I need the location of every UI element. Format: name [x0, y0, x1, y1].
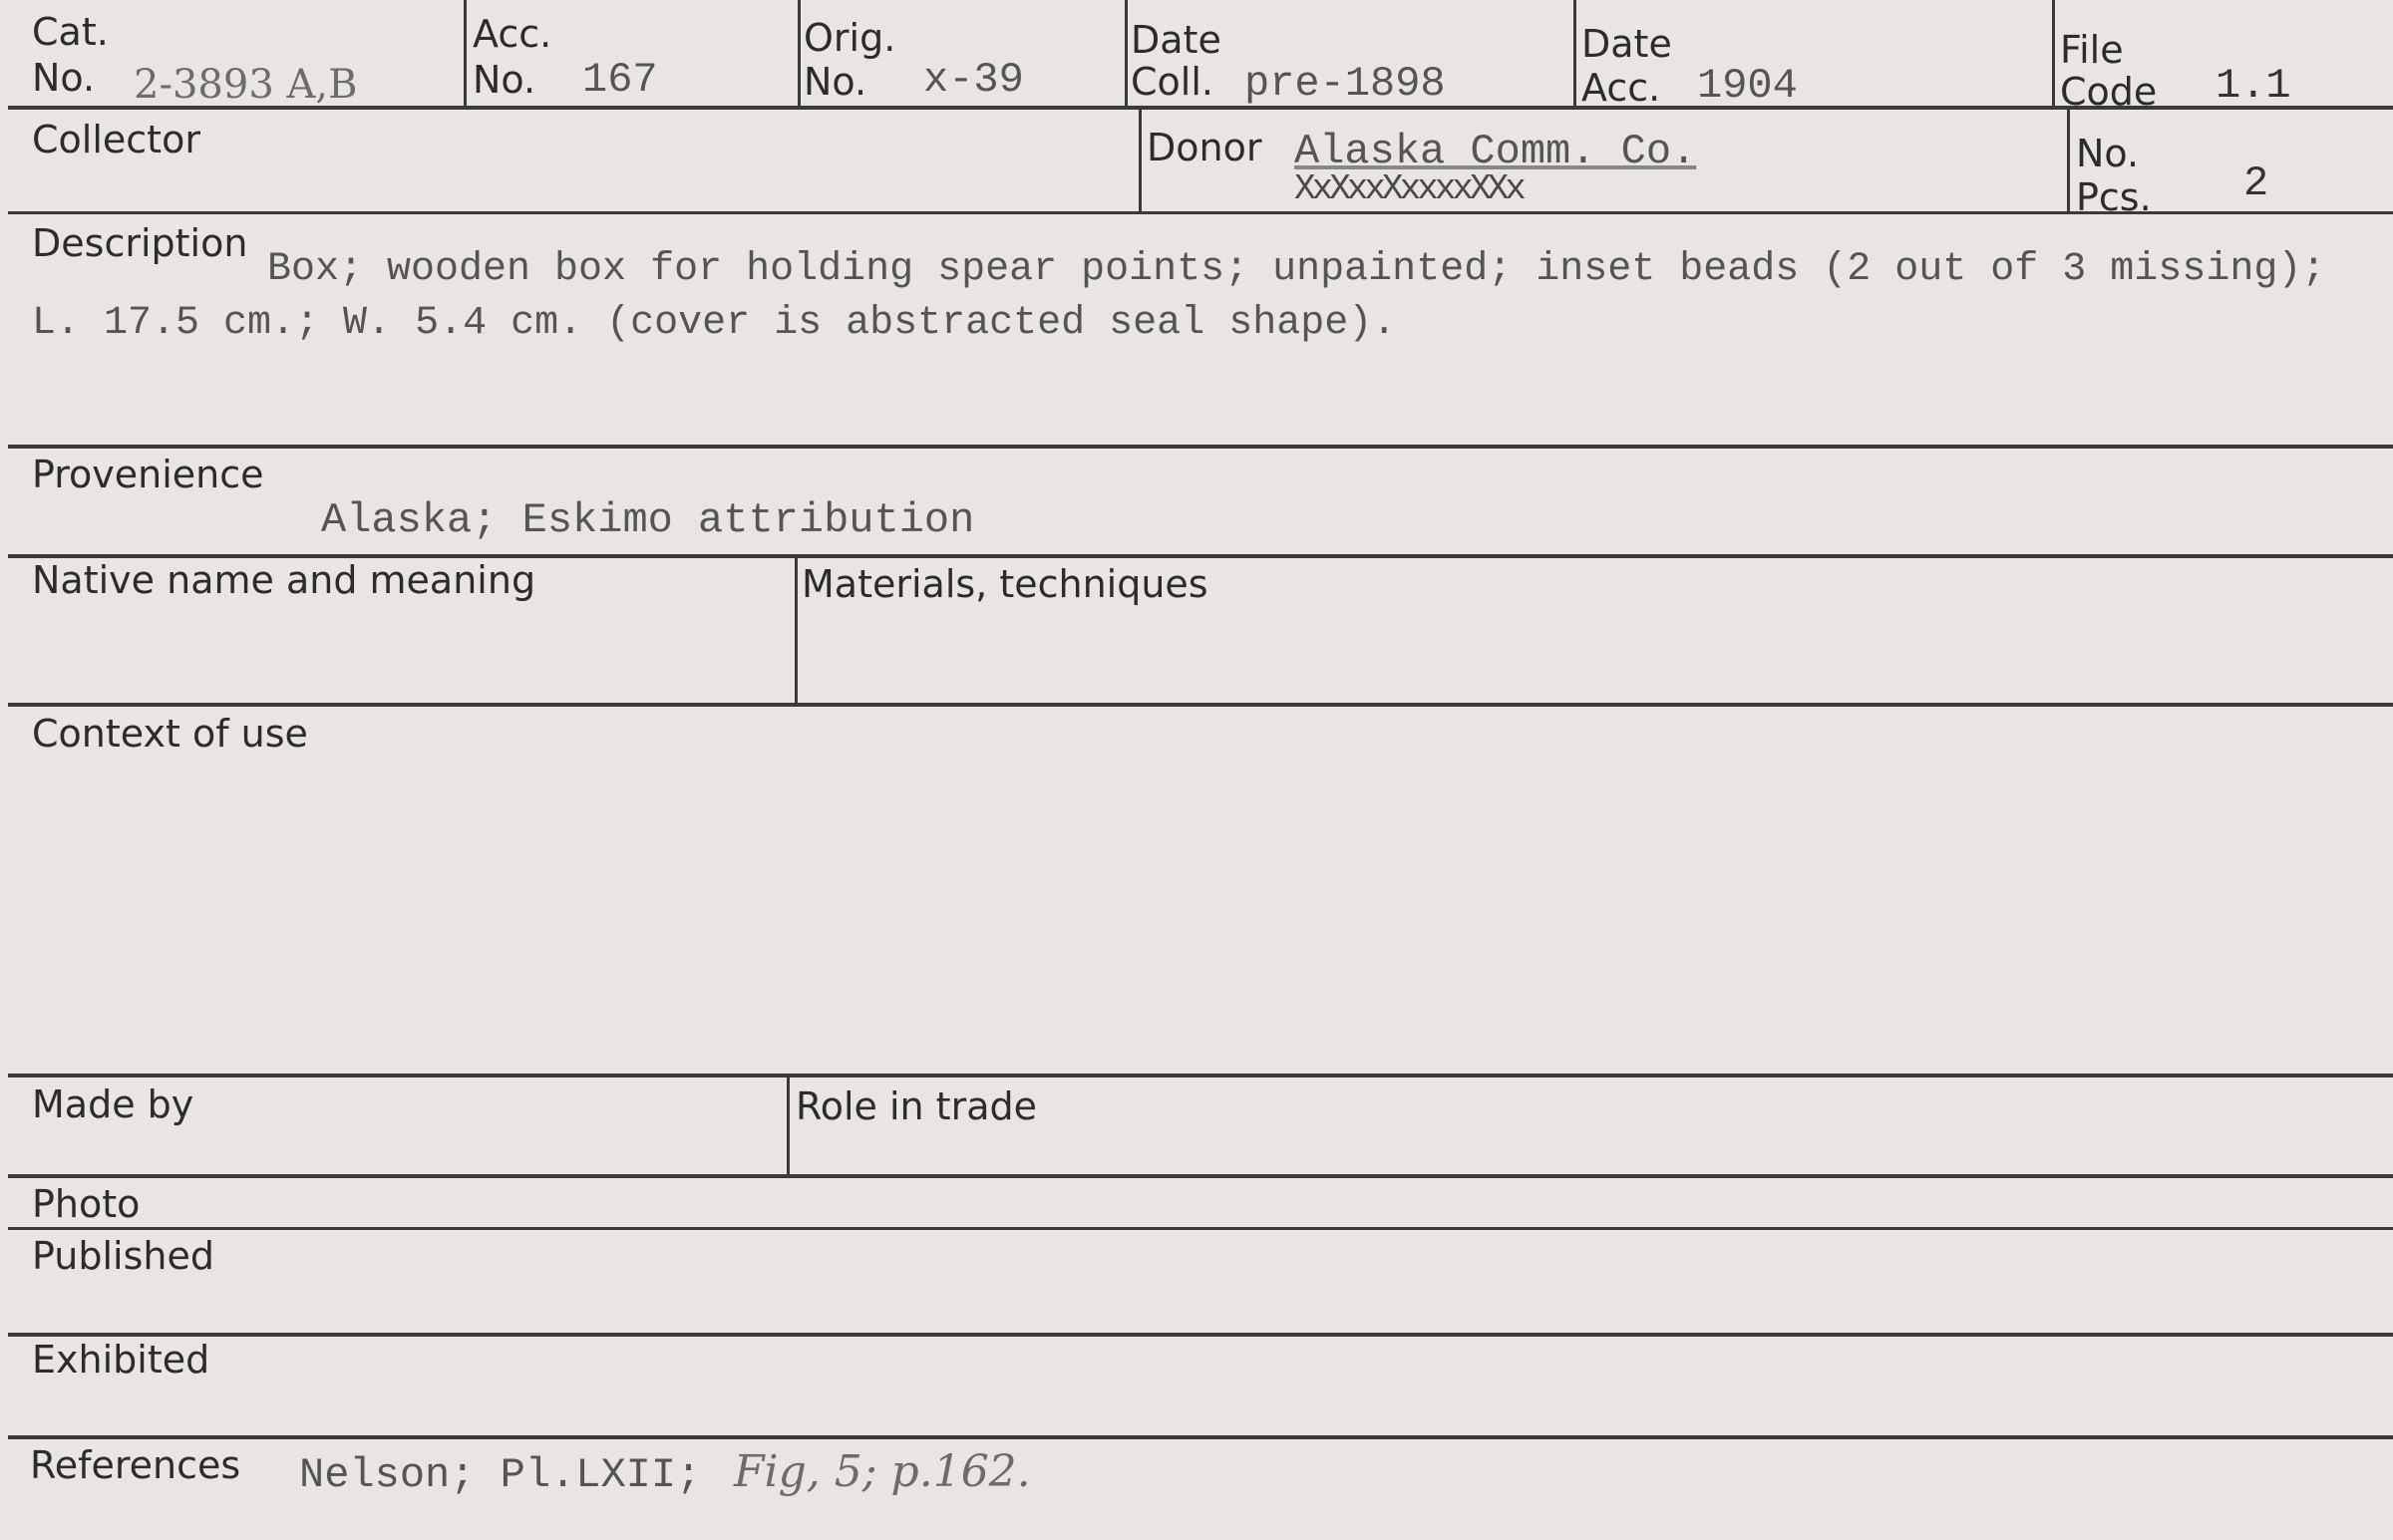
divider-acc-orig: [798, 0, 801, 108]
description-text: [32, 243, 2365, 351]
date-acc-label: Date: [1581, 22, 1672, 66]
materials-label: Materials, techniques: [802, 562, 1208, 606]
provenience-label: Provenience: [32, 453, 264, 496]
orig-label: Orig.: [804, 16, 896, 60]
provenience-value: Alaska; Eskimo attribution: [321, 496, 975, 544]
orig-no-label: No.: [804, 60, 867, 104]
donor-label: Donor: [1147, 126, 1262, 169]
collector-label: Collector: [32, 118, 200, 161]
rule-description: [8, 445, 2393, 449]
no-pcs-label-1: No.: [2076, 132, 2140, 175]
role-in-trade-label: Role in trade: [796, 1084, 1037, 1128]
divider-donor-pcs: [2067, 108, 2070, 213]
cat-label: Cat.: [32, 10, 109, 54]
photo-label: Photo: [32, 1182, 141, 1226]
date-coll-sub-label: Coll.: [1131, 60, 1213, 104]
references-handwritten-value: Fig, 5; p.162.: [734, 1446, 1031, 1497]
rule-context: [8, 1074, 2393, 1078]
rule-native-name: [8, 703, 2393, 707]
date-acc-sub-label: Acc.: [1581, 66, 1661, 110]
file-code-label: Code: [2060, 70, 2158, 114]
cat-no-value: 2-3893 A,B: [134, 62, 358, 108]
context-label: Context of use: [32, 712, 308, 756]
published-label: Published: [32, 1234, 214, 1278]
rule-header: [8, 106, 2393, 110]
divider-dateacc-file: [2052, 0, 2055, 108]
acc-no-value: 167: [582, 56, 658, 104]
rule-published: [8, 1333, 2393, 1337]
divider-madeby-role: [787, 1077, 790, 1176]
date-acc-value: 1904: [1697, 62, 1798, 110]
divider-native-materials: [795, 556, 798, 706]
date-coll-value: pre-1898: [1244, 60, 1446, 108]
no-pcs-label-2: Pcs.: [2076, 175, 2152, 219]
exhibited-label: Exhibited: [32, 1338, 210, 1382]
orig-no-value: x-39: [923, 56, 1024, 104]
native-name-label: Native name and meaning: [32, 558, 536, 602]
rule-made-by: [8, 1174, 2393, 1178]
references-label: References: [30, 1443, 241, 1487]
description-label: Description: [32, 221, 248, 265]
rule-photo: [8, 1227, 2393, 1230]
acc-label: Acc.: [473, 12, 552, 56]
divider-cat-acc: [464, 0, 467, 108]
no-pcs-value: 2: [2243, 159, 2269, 207]
divider-collector-donor: [1139, 108, 1142, 213]
file-label: File: [2060, 28, 2124, 72]
cat-no-label: No.: [32, 56, 96, 100]
description-value: Box; wooden box for holding spear points; unpainted; inset beads (2 out of 3 missing); L. 17.5 cm.; W. 5.4 cm. (cover is abstracted seal shape).: [32, 247, 2326, 346]
donor-struck-text: XxXxxXxxxxXXx: [1294, 168, 1523, 209]
divider-orig-datecoll: [1125, 0, 1128, 108]
made-by-label: Made by: [32, 1082, 194, 1126]
file-code-value: 1.1: [2216, 62, 2291, 110]
donor-value: Alaska Comm. Co.: [1294, 128, 1697, 175]
date-coll-label: Date: [1131, 18, 1221, 62]
divider-datecoll-dateacc: [1573, 0, 1576, 108]
rule-collector: [8, 211, 2393, 214]
references-typed-value: Nelson; Pl.LXII;: [299, 1451, 702, 1499]
rule-exhibited: [8, 1435, 2393, 1439]
acc-no-label: No.: [473, 58, 536, 102]
